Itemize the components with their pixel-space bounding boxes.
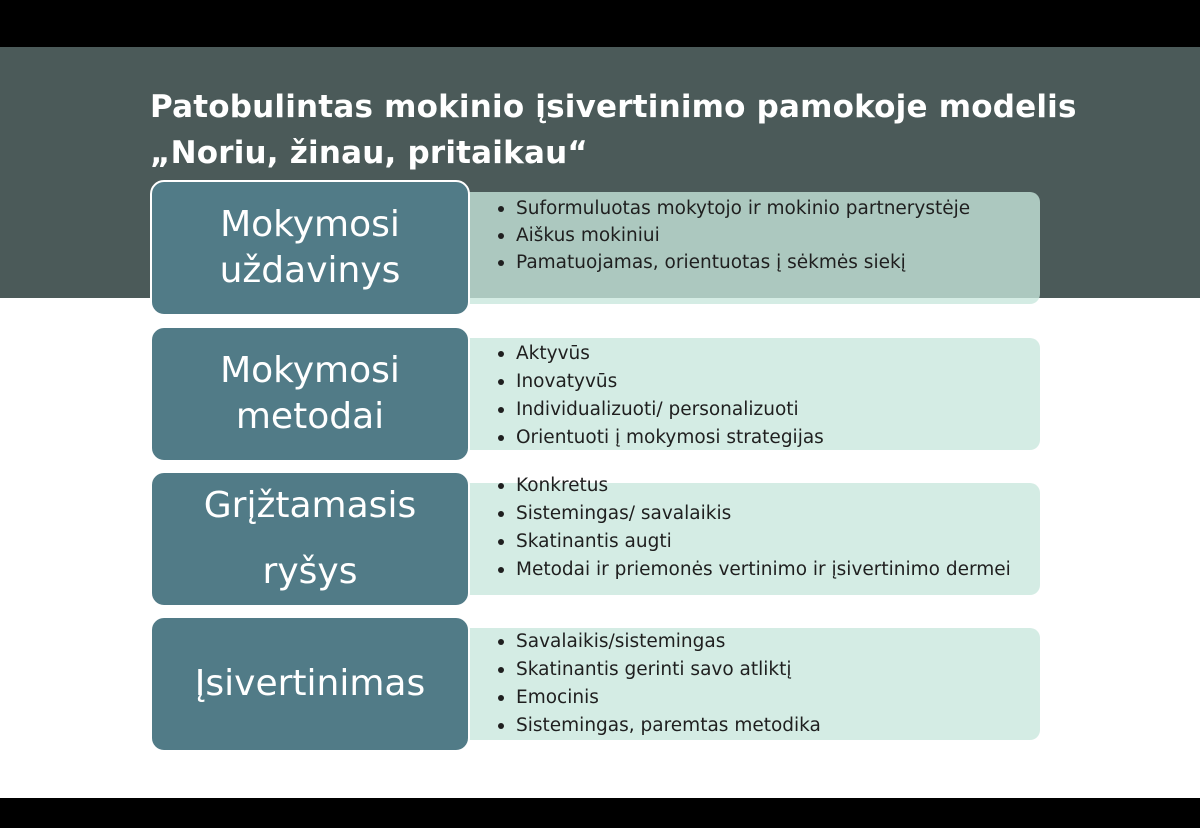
bullet-list xyxy=(496,630,1016,742)
row-label-line-1: Įsivertinimas xyxy=(194,663,426,704)
list-item: Skatinantis gerinti savo atliktį xyxy=(496,658,1016,681)
list-item: Aiškus mokiniui xyxy=(496,224,1016,247)
row-label-box xyxy=(150,471,470,607)
list-item: Aktyvūs xyxy=(496,342,1016,365)
row-label-line-1: Mokymosi xyxy=(220,204,400,245)
list-item: Emocinis xyxy=(496,686,1016,709)
row-label-line-2: metodai xyxy=(235,396,385,437)
bullet-list xyxy=(496,197,1016,278)
list-item: Savalaikis/sistemingas xyxy=(496,630,1016,653)
slide xyxy=(0,47,1200,798)
list-item: Sistemingas, paremtas metodika xyxy=(496,714,1016,737)
row-label-box xyxy=(150,180,470,316)
list-item: Suformuluotas mokytojo ir mokinio partnerystėje xyxy=(496,197,1016,220)
slide-title-line-2: „Noriu, žinau, pritaikau“ xyxy=(150,135,588,171)
row-label-box xyxy=(150,616,470,752)
list-item: Skatinantis augti xyxy=(496,530,1016,553)
list-item: Pamatuojamas, orientuotas į sėkmės siekį xyxy=(496,251,1016,274)
row-label-line-1: Mokymosi xyxy=(220,350,400,391)
list-item: Metodai ir priemonės vertinimo ir įsivertinimo dermei xyxy=(496,558,1016,581)
slide-title xyxy=(150,84,1130,176)
bullet-list xyxy=(496,342,1016,454)
model-row-learning-methods xyxy=(150,326,1042,462)
row-label-line-2: ryšys xyxy=(262,551,358,592)
model-row-self-assessment xyxy=(150,616,1042,752)
list-item: Konkretus xyxy=(496,474,1016,497)
model-row-feedback xyxy=(150,471,1042,607)
list-item: Individualizuoti/ personalizuoti xyxy=(496,398,1016,421)
list-item: Orientuoti į mokymosi strategijas xyxy=(496,426,1016,449)
list-item: Sistemingas/ savalaikis xyxy=(496,502,1016,525)
slide-title-line-1: Patobulintas mokinio įsivertinimo pamokoje modelis xyxy=(150,89,1077,125)
row-label-line-2: uždavinys xyxy=(219,250,401,291)
row-label-box xyxy=(150,326,470,462)
bullet-list xyxy=(496,474,1016,586)
row-label-line-1: Grįžtamasis xyxy=(203,485,417,526)
list-item: Inovatyvūs xyxy=(496,370,1016,393)
model-row-learning-objective xyxy=(150,180,1042,316)
